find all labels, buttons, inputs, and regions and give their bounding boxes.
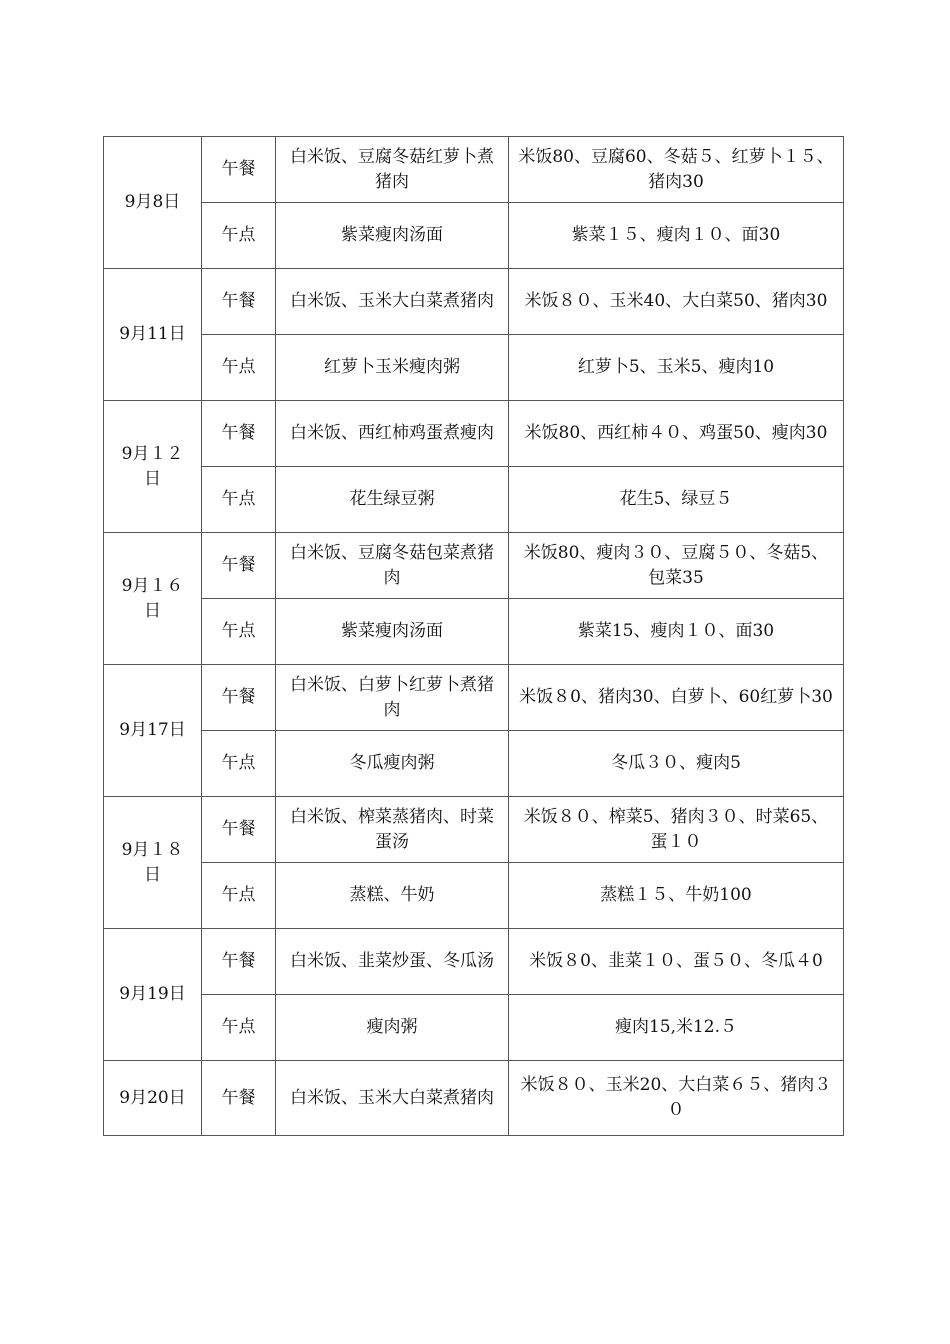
amounts-cell: 米饭８0、猪肉30、白萝卜、60红萝卜30: [509, 665, 844, 731]
table-row: [104, 467, 844, 533]
table-row: [104, 401, 844, 467]
table-row: [104, 137, 844, 203]
meal-schedule-table: [103, 136, 844, 1136]
table-row: [104, 599, 844, 665]
meal-type-cell: 午餐: [202, 533, 276, 599]
table-row: [104, 665, 844, 731]
date-cell: 9月１２日: [104, 401, 202, 533]
dish-cell: 紫菜瘦肉汤面: [276, 599, 509, 665]
table-row: [104, 863, 844, 929]
table-row: [104, 533, 844, 599]
meal-type-cell: 午点: [202, 599, 276, 665]
dish-cell: 白米饭、豆腐冬菇红萝卜煮猪肉: [276, 137, 509, 203]
amounts-cell: 米饭８０、榨菜5、猪肉３０、时菜65、蛋１０: [509, 797, 844, 863]
meal-type-cell: 午点: [202, 203, 276, 269]
date-cell: 9月19日: [104, 929, 202, 1061]
dish-cell: 白米饭、榨菜蒸猪肉、时菜蛋汤: [276, 797, 509, 863]
meal-type-cell: 午点: [202, 467, 276, 533]
meal-type-cell: 午点: [202, 335, 276, 401]
date-cell: 9月17日: [104, 665, 202, 797]
date-cell: 9月１６日: [104, 533, 202, 665]
table-row: [104, 203, 844, 269]
date-cell: 9月8日: [104, 137, 202, 269]
amounts-cell: 红萝卜5、玉米5、瘦肉10: [509, 335, 844, 401]
dish-cell: 花生绿豆粥: [276, 467, 509, 533]
meal-type-cell: 午餐: [202, 137, 276, 203]
dish-cell: 白米饭、白萝卜红萝卜煮猪肉: [276, 665, 509, 731]
amounts-cell: 花生5、绿豆５: [509, 467, 844, 533]
table-row: [104, 797, 844, 863]
amounts-cell: 米饭８０、玉米40、大白菜50、猪肉30: [509, 269, 844, 335]
dish-cell: 蒸糕、牛奶: [276, 863, 509, 929]
date-cell: 9月１８日: [104, 797, 202, 929]
amounts-cell: 蒸糕１５、牛奶100: [509, 863, 844, 929]
amounts-cell: 米饭８０、玉米20、大白菜６５、猪肉３０: [509, 1061, 844, 1136]
meal-type-cell: 午点: [202, 995, 276, 1061]
amounts-cell: 米饭80、瘦肉３０、豆腐５０、冬菇5、包菜35: [509, 533, 844, 599]
amounts-cell: 米饭80、豆腐60、冬菇５、红萝卜１５、猪肉30: [509, 137, 844, 203]
dish-cell: 白米饭、韭菜炒蛋、冬瓜汤: [276, 929, 509, 995]
meal-type-cell: 午餐: [202, 929, 276, 995]
dish-cell: 白米饭、西红柿鸡蛋煮瘦肉: [276, 401, 509, 467]
table-row: [104, 731, 844, 797]
dish-cell: 红萝卜玉米瘦肉粥: [276, 335, 509, 401]
meal-type-cell: 午点: [202, 863, 276, 929]
dish-cell: 白米饭、玉米大白菜煮猪肉: [276, 269, 509, 335]
meal-type-cell: 午餐: [202, 401, 276, 467]
date-cell: 9月20日: [104, 1061, 202, 1136]
amounts-cell: 冬瓜３０、瘦肉5: [509, 731, 844, 797]
meal-type-cell: 午餐: [202, 665, 276, 731]
meal-type-cell: 午餐: [202, 797, 276, 863]
meal-type-cell: 午餐: [202, 1061, 276, 1136]
table-row: [104, 995, 844, 1061]
table-row: [104, 1061, 844, 1136]
amounts-cell: 米饭８0、韭菜１０、蛋５０、冬瓜４0: [509, 929, 844, 995]
amounts-cell: 米饭80、西红柿４０、鸡蛋50、瘦肉30: [509, 401, 844, 467]
dish-cell: 冬瓜瘦肉粥: [276, 731, 509, 797]
date-cell: 9月11日: [104, 269, 202, 401]
dish-cell: 白米饭、玉米大白菜煮猪肉: [276, 1061, 509, 1136]
amounts-cell: 紫菜１５、瘦肉１０、面30: [509, 203, 844, 269]
meal-type-cell: 午点: [202, 731, 276, 797]
dish-cell: 紫菜瘦肉汤面: [276, 203, 509, 269]
table-row: [104, 335, 844, 401]
dish-cell: 白米饭、豆腐冬菇包菜煮猪肉: [276, 533, 509, 599]
amounts-cell: 瘦肉15,米12.５: [509, 995, 844, 1061]
dish-cell: 瘦肉粥: [276, 995, 509, 1061]
table-row: [104, 269, 844, 335]
amounts-cell: 紫菜15、瘦肉１０、面30: [509, 599, 844, 665]
table-row: [104, 929, 844, 995]
meal-type-cell: 午餐: [202, 269, 276, 335]
